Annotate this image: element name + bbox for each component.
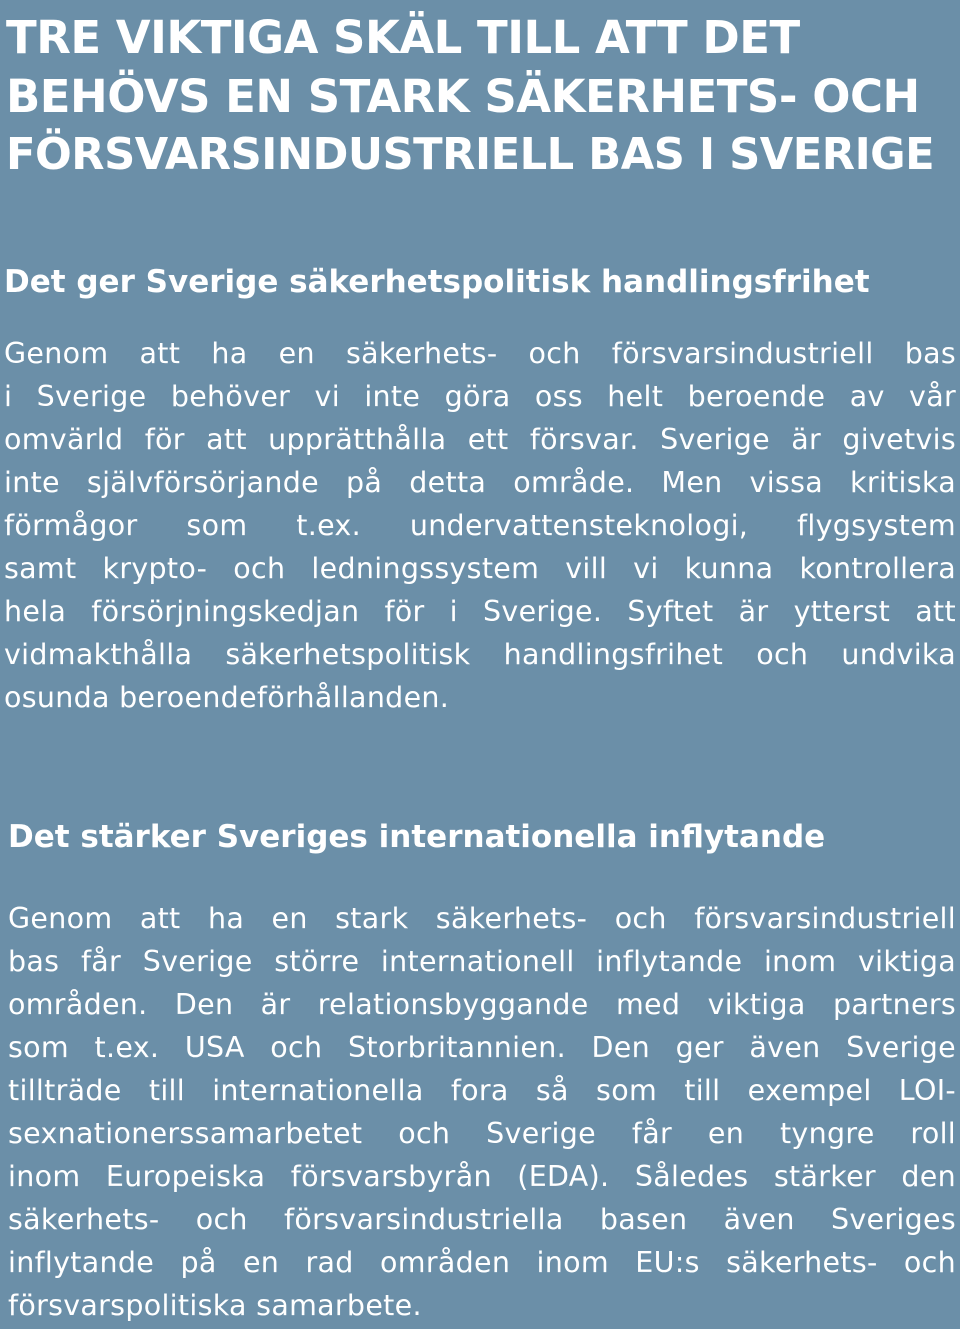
body-line: omvärld för att upprätthålla ett försvar. Sverige är givetvis — [4, 423, 956, 456]
body-line: inflytande på en rad områden inom EU:s säkerhets- och — [8, 1246, 956, 1279]
section-inflytande — [8, 817, 956, 1327]
page-title — [6, 8, 936, 185]
body-line: vidmakthålla säkerhetspolitisk handlingsfrihet och undvika — [4, 638, 956, 671]
title-line: TRE VIKTIGA SKÄL TILL ATT DET — [6, 11, 800, 64]
body-line: i Sverige behöver vi inte göra oss helt beroende av vår — [4, 380, 956, 413]
body-line: som t.ex. USA och Storbritannien. Den ger även Sverige — [8, 1031, 956, 1064]
title-line: FÖRSVARSINDUSTRIELL BAS I SVERIGE — [6, 130, 935, 180]
section-heading: Det stärker Sveriges internationella inflytande — [8, 819, 826, 855]
section-heading: Det ger Sverige säkerhetspolitisk handlingsfrihet — [4, 264, 870, 300]
body-line: Genom att ha en säkerhets- och försvarsindustriell bas — [4, 337, 956, 370]
body-line: osunda beroendeförhållanden. — [4, 681, 450, 714]
body-line: tillträde till internationella fora så som till exempel LOI- — [8, 1074, 956, 1107]
body-line: inte självförsörjande på detta område. Men vissa kritiska — [4, 466, 956, 499]
body-line: hela försörjningskedjan för i Sverige. Syftet är ytterst att — [4, 595, 956, 628]
section-body — [4, 332, 956, 719]
body-line: säkerhets- och försvarsindustriella basen även Sveriges — [8, 1203, 956, 1236]
section-body — [8, 897, 956, 1327]
body-line: områden. Den är relationsbyggande med viktiga partners — [8, 988, 956, 1021]
body-line: inom Europeiska försvarsbyrån (EDA). Således stärker den — [8, 1160, 956, 1193]
section-handlingsfrihet — [4, 262, 956, 719]
body-line: bas får Sverige större internationell inflytande inom viktiga — [8, 945, 956, 978]
body-line: förmågor som t.ex. undervattensteknologi, flygsystem — [4, 509, 956, 542]
body-line: samt krypto- och ledningssystem vill vi kunna kontrollera — [4, 552, 956, 585]
body-line: sexnationerssamarbetet och Sverige får en tyngre roll — [8, 1117, 956, 1150]
body-line: försvarspolitiska samarbete. — [8, 1289, 422, 1322]
body-line: Genom att ha en stark säkerhets- och försvarsindustriell — [8, 902, 956, 935]
title-line: BEHÖVS EN STARK SÄKERHETS- OCH — [6, 70, 920, 123]
